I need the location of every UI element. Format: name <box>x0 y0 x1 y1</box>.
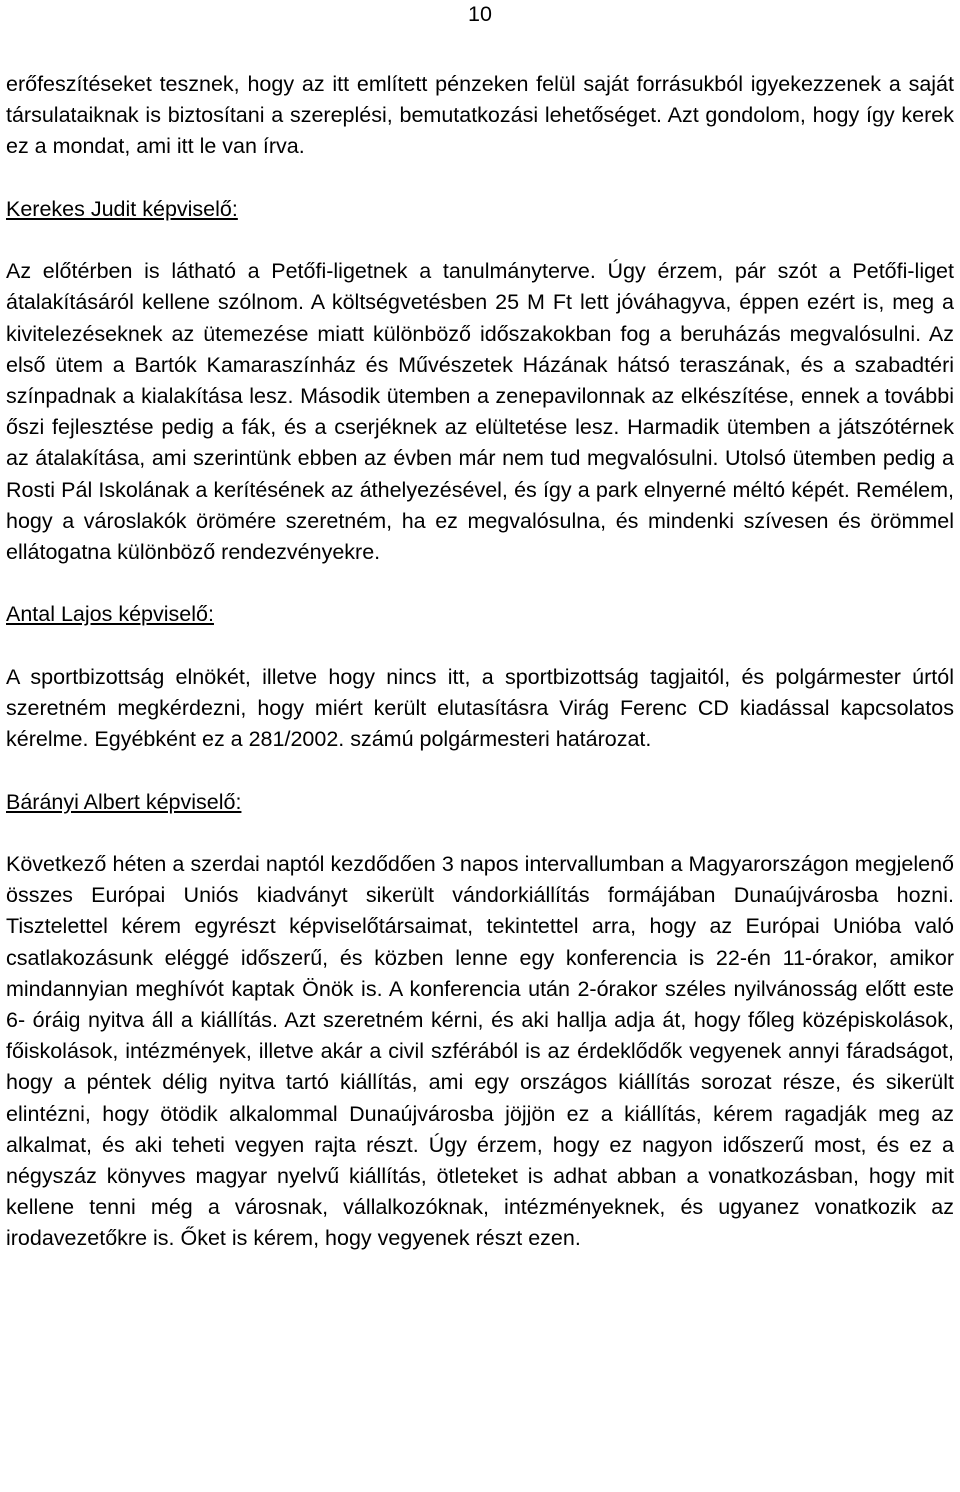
paragraph-antal-lajos: A sportbizottság elnökét, illetve hogy nincs itt, a sportbizottság tagjaitól, és polgármester úrtól szeretném megkérdezni, hogy miért került elutasításra Virág Ferenc CD kiadással kapcsolatos kérelme. Egyébként ez a 281/2002. számú polgármesteri határozat. <box>6 664 954 752</box>
spacer <box>6 631 954 662</box>
spacer <box>6 225 954 256</box>
page-number: 10 <box>468 2 492 26</box>
spacer <box>6 163 954 194</box>
speaker-heading-baranyi-albert: Bárányi Albert képviselő: <box>6 789 242 814</box>
speaker-heading-antal-lajos: Antal Lajos képviselő: <box>6 602 214 627</box>
spacer <box>6 818 954 849</box>
paragraph-kerekes-judit: Az előtérben is látható a Petőfi-ligetnek a tanulmányterve. Úgy érzem, pár szót a Petőfi-liget átalakításáról kellene szólnom. A költségvetésben 25 M Ft lett jóváhagyva, éppen ezért is, meg a kivitelezéseknek az ütemezése miatt különböző időszakokban fog a beruházás megvalósulni. Az első ütem a Bartók Kamaraszínház és Művészetek Házának hátsó teraszának, és a szabadtéri színpadnak a kialakítása lesz. Második ütemben a zenepavilonnak az elkészítése, ennek a további őszi fejlesztése pedig a fák, és a cserjéknek az elültetése lesz. Harmadik ütemben a játszótérnek az átalakítása, ami szerintünk ebben az évben már nem tud megvalósulni. Utolsó ütemben pedig a Rosti Pál Iskolának a kerítésének az áthelyezésével, és így a park elnyerné méltó képét. Remélem, hogy a városlakók örömére szeretném, ha ez megvalósulna, és mindenki szívesen és örömmel ellátogatna különböző rendezvényekre. <box>6 259 954 565</box>
spacer <box>6 568 954 599</box>
paragraph-intro: erőfeszítéseket tesznek, hogy az itt említett pénzeken felül saját forrásukból igyekezzenek a saját társulataiknak is biztosítani a szereplési, bemutatkozási lehetőséget. Azt gondolom, hogy így kerek ez a mondat, ami itt le van írva. <box>6 72 954 159</box>
speaker-heading-kerekes-judit: Kerekes Judit képviselő: <box>6 196 238 221</box>
spacer <box>6 755 954 786</box>
document-body <box>6 69 954 1255</box>
paragraph-baranyi-albert: Következő héten a szerdai naptól kezdődően 3 napos intervallumban a Magyarországon megjelenő összes Európai Uniós kiadványt sikerült vándorkiállítás formájában Dunaújvárosba hozni. Tisztelettel kérem egyrészt képviselőtársaimat, tekintettel arra, hogy az Európai Unióba való csatlakozásunk eléggé időszerű, és közben lenne egy konferencia is 22-én 11-órakor, amikor mindannyian meghívót kaptak Önök is. A konferencia után 2-órakor széles nyilvánosság előtt este 6- óráig nyitva áll a kiállítás. Azt szeretném kérni, és aki hallja adja át, hogy főleg középiskolások, főiskolások, intézmények, illetve akár a civil szférából is az érdeklődők vegyenek annyi fáradságot, hogy a péntek délig nyitva tartó kiállítás, ami egy országos kiállítás sorozat része, és sikerült elintézni, hogy ötödik alkalommal Dunaújvárosba jöjjön ez a kiállítás, kérem ragadják meg az alkalmat, és aki teheti vegyen rajta részt. Úgy érzem, hogy ez nagyon időszerű most, és ez a négyszáz könyves magyar nyelvű kiállítás, ötleteket is adhat abban a vonatkozásban, hogy mit kellene tenni még a városnak, vállalkozóknak, intézményeknek, és ugyanez vonatkozik az irodavezetőkre is. Őket is kérem, hogy vegyenek részt ezen. <box>6 851 954 1251</box>
